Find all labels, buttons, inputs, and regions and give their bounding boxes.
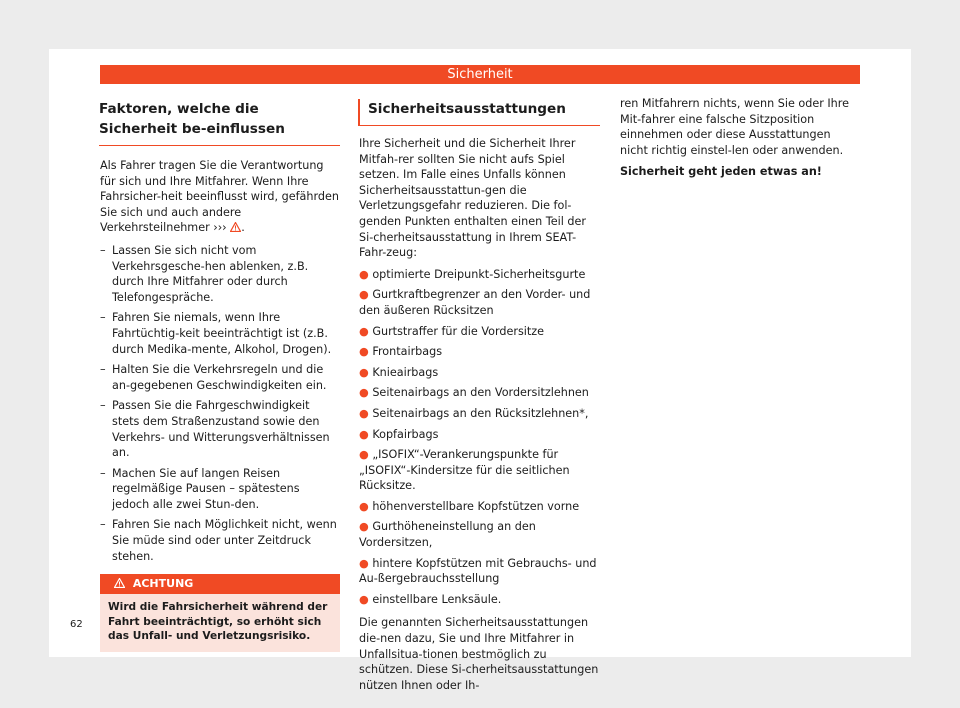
equipment-list <box>359 267 600 608</box>
list-item-text: höhenverstellbare Kopfstützen vorne <box>372 499 580 513</box>
list-item: – Lassen Sie sich nicht vom Verkehrsgesche-hen ablenken, z.B. durch Ihre Mitfahrer oder durch Telefongespräche. <box>100 243 309 304</box>
warning-triangle-icon <box>114 575 125 595</box>
list-item: – Fahren Sie niemals, wenn Ihre Fahrtüchtig-keit beeinträchtigt ist (z.B. durch Medika-mente, Alkohol, Drogen). <box>100 311 332 356</box>
list-item <box>359 519 600 550</box>
list-item <box>359 287 600 318</box>
list-item: – Passen Sie die Fahrgeschwindigkeit stets dem Straßenzustand sowie den Verkehrs- und Witterungsverhältnissen an. <box>100 399 330 460</box>
list-item <box>359 385 600 401</box>
list-item-text: Lassen Sie sich nicht vom Verkehrsgesche-hen ablenken, z.B. durch Ihre Mitfahrer oder durch Telefongespräche. <box>112 243 309 304</box>
list-item-text: Halten Sie die Verkehrsregeln und die an-gegebenen Geschwindigkeiten ein. <box>112 363 327 392</box>
continuation-text: ren Mitfahrern nichts, wenn Sie oder Ihre Mit-fahrer eine falsche Sitzposition einnehmen oder diese Ausstattungen nicht richtig einstel-len oder anwenden. <box>620 97 849 157</box>
chapter-title: Sicherheit <box>447 67 513 82</box>
list-item-text: Kopfairbags <box>372 427 439 441</box>
factor-list <box>100 243 340 564</box>
list-item-text: Fahren Sie niemals, wenn Ihre Fahrtüchtig-keit beeinträchtigt ist (z.B. durch Medika-mente, Alkohol, Drogen). <box>112 311 332 356</box>
bullet-dot-icon: ● <box>359 288 369 302</box>
bullet-dot-icon: ● <box>359 499 369 513</box>
bullet-dot-icon: ● <box>359 520 369 534</box>
list-item-text: Gurthöheneinstellung an den Vordersitzen, <box>359 520 536 550</box>
warning-text: Wird die Fahrsicherheit während der Fahrt beeinträchtigt, so erhöht sich das Unfall- und Verletzungsrisiko. <box>100 594 340 652</box>
intro-paragraph: Als Fahrer tragen Sie die Verantwortung für sich und Ihre Mitfahrer. Wenn Ihre Fahrsicher-heit beeinflusst wird, gefährden Sie sich und auch andere Verkehrsteilnehmer ››› . <box>100 158 340 237</box>
list-item <box>359 592 600 608</box>
list-item <box>359 344 600 360</box>
list-item-text: Gurtstraffer für die Vordersitze <box>372 324 545 338</box>
list-item <box>359 427 600 443</box>
list-item-text: Passen Sie die Fahrgeschwindigkeit stets dem Straßenzustand sowie den Verkehrs- und Witterungsverhältnissen an. <box>112 399 330 460</box>
warning-triangle-icon <box>230 221 241 237</box>
list-item: – Halten Sie die Verkehrsregeln und die an-gegebenen Geschwindigkeiten ein. <box>100 363 327 392</box>
list-item-text: Knieairbags <box>372 365 439 379</box>
warning-label: ACHTUNG <box>132 577 194 591</box>
list-item-text: Seitenairbags an den Rücksitzlehnen*, <box>372 406 589 420</box>
bullet-dot-icon: ● <box>359 427 369 441</box>
column-left <box>100 99 340 652</box>
intro-text: Als Fahrer tragen Sie die Verantwortung für sich und Ihre Mitfahrer. Wenn Ihre Fahrsicher-heit beeinflusst wird, gefährden Sie sich und auch andere Verkehrsteilnehmer ››› <box>100 159 339 235</box>
list-item-text: Fahren Sie nach Möglichkeit nicht, wenn Sie müde sind oder unter Zeitdruck stehen. <box>112 518 337 563</box>
chapter-header <box>100 65 860 84</box>
warning-header <box>100 574 340 594</box>
section-title-factors: Faktoren, welche die Sicherheit be-einflussen <box>99 99 340 146</box>
page-number: 62 <box>70 619 83 630</box>
bullet-dot-icon: ● <box>359 386 369 400</box>
list-item-text: Gurtkraftbegrenzer an den Vorder- und den äußeren Rücksitzen <box>359 288 591 317</box>
section-title-equipment: Sicherheitsausstattungen <box>358 99 600 126</box>
list-item-text: einstellbare Lenksäule. <box>372 592 502 606</box>
list-item: – Fahren Sie nach Möglichkeit nicht, wenn Sie müde sind oder unter Zeitdruck stehen. <box>100 518 337 563</box>
column-right <box>620 96 860 186</box>
list-item-text: „ISOFIX“-Verankerungspunkte für „ISOFIX“-Kindersitze für die seitlichen Rücksitze. <box>359 448 570 493</box>
list-item-text: Machen Sie auf langen Reisen regelmäßige Pausen – spätestens jedoch alle zwei Stun-den. <box>112 466 300 511</box>
bullet-dot-icon: ● <box>359 324 369 338</box>
list-item <box>359 556 600 587</box>
list-item-text: optimierte Dreipunkt-Sicherheitsgurte <box>372 267 586 281</box>
bullet-dot-icon: ● <box>359 592 369 606</box>
list-item-text: Seitenairbags an den Vordersitzlehnen <box>372 386 589 400</box>
bullet-dot-icon: ● <box>359 345 369 359</box>
list-item <box>359 365 600 381</box>
list-item-text: hintere Kopfstützen mit Gebrauchs- und Au-ßergebrauchsstellung <box>359 556 597 586</box>
equipment-intro: Ihre Sicherheit und die Sicherheit Ihrer Mitfah-rer sollten Sie nicht aufs Spiel setzen. Im Falle eines Unfalls können Sicherheitsausstattun-gen die Verletzungsgefahr reduzieren. Die fol-genden Punkten enthalten einen Teil der Si-cherheitsausstattung in Ihrem SEAT-Fahr-zeug: <box>359 137 586 260</box>
list-item <box>359 324 600 340</box>
list-item-text: Frontairbags <box>372 345 443 359</box>
bullet-dot-icon: ● <box>359 556 369 570</box>
bullet-dot-icon: ● <box>359 365 369 379</box>
bullet-dot-icon: ● <box>359 448 369 462</box>
list-item <box>359 267 600 283</box>
column-middle <box>359 99 600 699</box>
safety-motto: Sicherheit geht jeden etwas an! <box>620 165 822 179</box>
list-item <box>359 499 600 515</box>
bullet-dot-icon: ● <box>359 406 369 420</box>
list-item <box>359 406 600 422</box>
list-item: – Machen Sie auf langen Reisen regelmäßige Pausen – spätestens jedoch alle zwei Stun-den. <box>100 466 300 511</box>
equipment-outro: Die genannten Sicherheitsausstattungen die-nen dazu, Sie und Ihre Mitfahrer in Unfallsitua-tionen bestmöglich zu schützen. Diese Si-cherheitsausstattungen nützen Ihnen oder Ih- <box>359 616 599 692</box>
bullet-dot-icon: ● <box>359 267 369 281</box>
warning-box <box>100 574 340 652</box>
list-item <box>359 447 600 494</box>
